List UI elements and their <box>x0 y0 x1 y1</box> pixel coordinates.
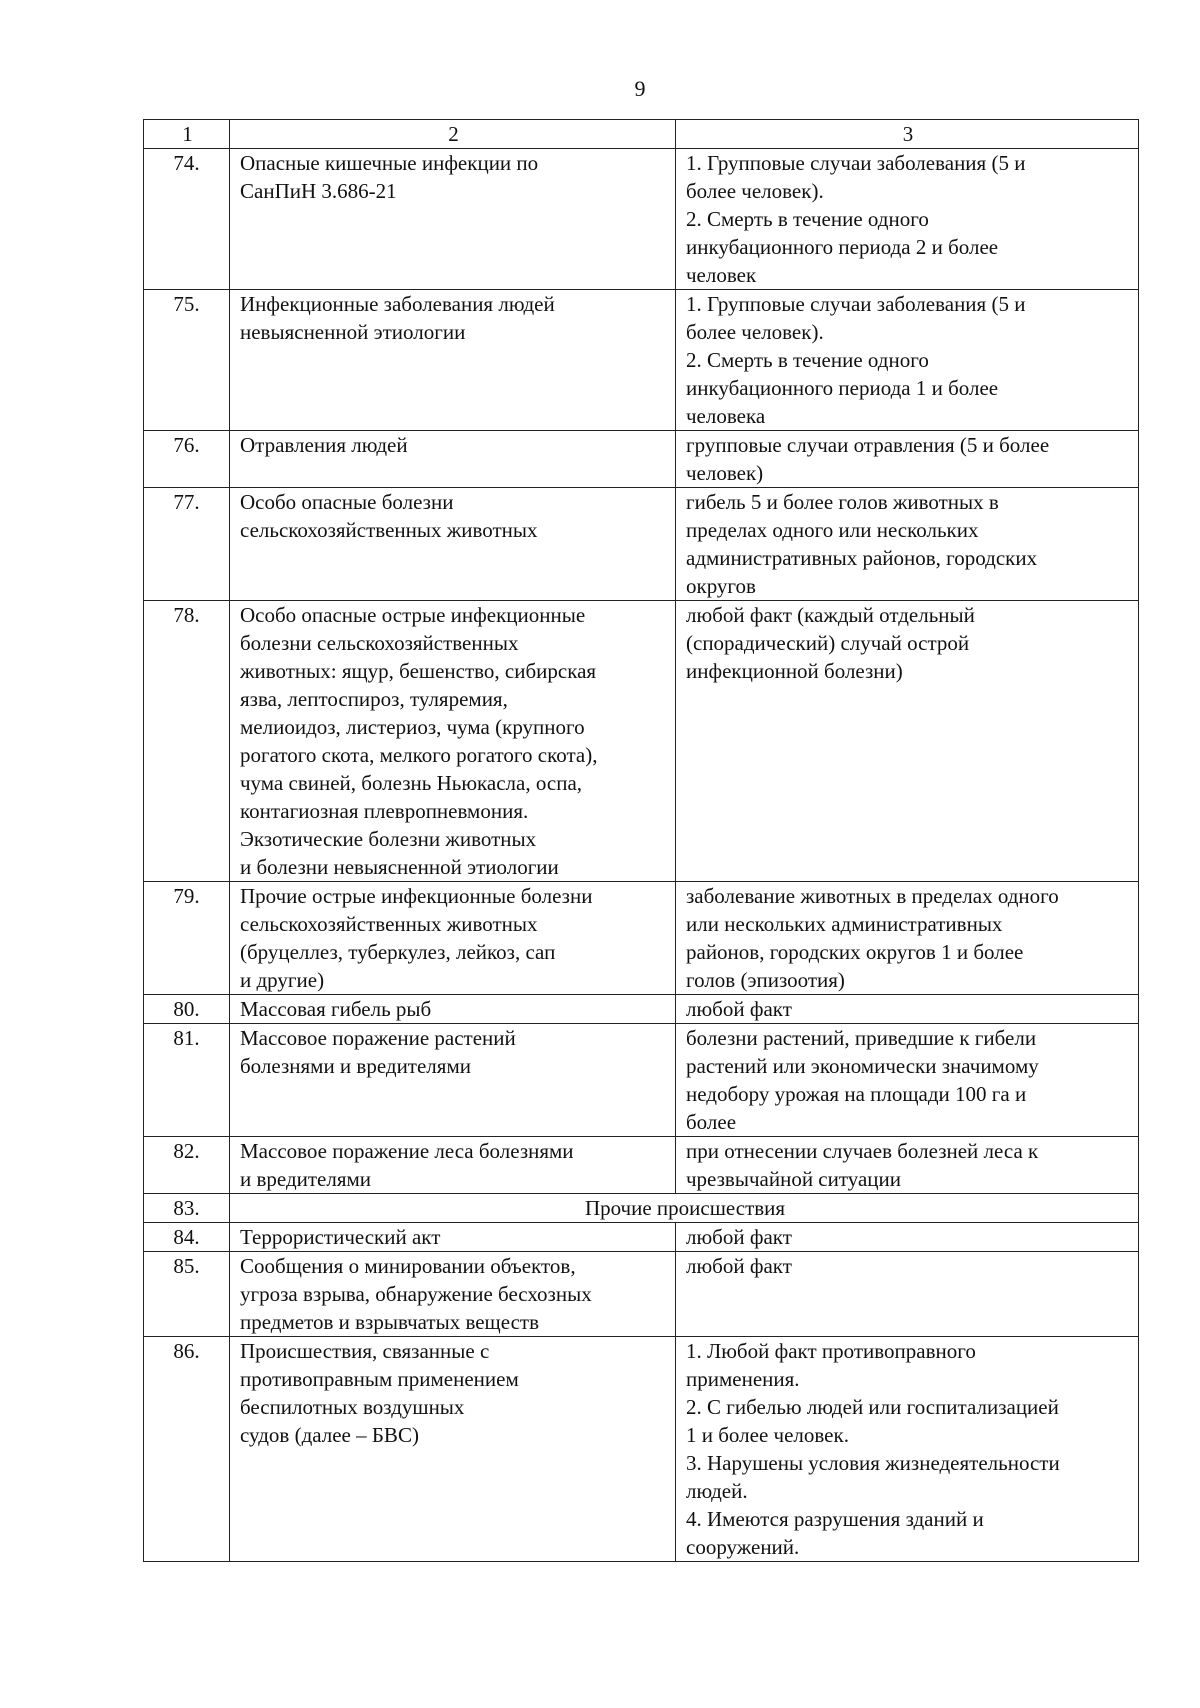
incident-criteria-line: любой факт <box>686 1254 792 1278</box>
incident-type-line: СанПиН 3.686-21 <box>240 179 397 203</box>
incident-type-line: (бруцеллез, туберкулез, лейкоз, сап <box>240 940 556 964</box>
incident-type-line: чума свиней, болезнь Ньюкасла, оспа, <box>240 771 583 795</box>
incident-criteria <box>676 1024 1139 1137</box>
row-number: 86. <box>144 1337 230 1562</box>
incident-criteria-line: голов (эпизоотия) <box>686 968 845 992</box>
row-number: 80. <box>144 995 230 1024</box>
incident-type-line: и другие) <box>240 968 325 992</box>
incident-type <box>230 149 676 290</box>
section-title: Прочие происшествия <box>230 1194 1139 1223</box>
table-row <box>144 149 1139 290</box>
incident-criteria-table <box>143 119 1139 1562</box>
incident-criteria-line: 1. Групповые случаи заболевания (5 и <box>686 292 1026 316</box>
incident-type <box>230 290 676 431</box>
table-row <box>144 290 1139 431</box>
incident-type-line: Массовое поражение леса болезнями <box>240 1139 574 1163</box>
incident-criteria-line: более <box>686 1110 737 1134</box>
incident-type-line: Особо опасные болезни <box>240 490 454 514</box>
table-row <box>144 488 1139 601</box>
incident-type-line: и вредителями <box>240 1167 372 1191</box>
incident-type-line: судов (далее – БВС) <box>240 1423 419 1447</box>
incident-type-line: животных: ящур, бешенство, сибирская <box>240 659 597 683</box>
row-number: 79. <box>144 882 230 995</box>
header-col-1: 1 <box>144 120 230 149</box>
row-number: 74. <box>144 149 230 290</box>
incident-type-line: сельскохозяйственных животных <box>240 912 538 936</box>
table-row <box>144 1024 1139 1137</box>
incident-criteria <box>676 995 1139 1024</box>
incident-criteria-line: районов, городских округов 1 и более <box>686 940 1024 964</box>
row-number: 76. <box>144 431 230 488</box>
table-row <box>144 601 1139 882</box>
incident-criteria <box>676 290 1139 431</box>
incident-criteria-line: инфекционной болезни) <box>686 659 903 683</box>
incident-criteria-line: растений или экономически значимому <box>686 1054 1039 1078</box>
incident-criteria-line: инкубационного периода 2 и более <box>686 235 999 259</box>
incident-criteria-line: любой факт <box>686 997 792 1021</box>
incident-criteria-line: пределах одного или нескольких <box>686 518 979 542</box>
incident-criteria-line: 2. Смерть в течение одного <box>686 207 929 231</box>
incident-criteria <box>676 1137 1139 1194</box>
incident-criteria-line: болезни растений, приведшие к гибели <box>686 1026 1037 1050</box>
incident-criteria-line: человек) <box>686 461 764 485</box>
incident-type <box>230 488 676 601</box>
incident-type-line: болезнями и вредителями <box>240 1054 471 1078</box>
row-number: 81. <box>144 1024 230 1137</box>
incident-type-line: угроза взрыва, обнаружение бесхозных <box>240 1282 592 1306</box>
incident-criteria-line: человек <box>686 263 757 287</box>
table-row <box>144 1337 1139 1562</box>
incident-criteria-line: заболевание животных в пределах одного <box>686 884 1059 908</box>
incident-type-line: Экзотические болезни животных <box>240 827 537 851</box>
incident-type-line: невыясненной этиологии <box>240 320 466 344</box>
row-number: 75. <box>144 290 230 431</box>
section-row <box>144 1194 1139 1223</box>
incident-criteria-line: более человек). <box>686 179 824 203</box>
table-row <box>144 882 1139 995</box>
incident-criteria <box>676 149 1139 290</box>
incident-criteria-line: любой факт (каждый отдельный <box>686 603 975 627</box>
table-row <box>144 1223 1139 1252</box>
page-number: 9 <box>634 76 646 101</box>
incident-criteria <box>676 1252 1139 1337</box>
incident-criteria-line: или нескольких административных <box>686 912 1003 936</box>
incident-criteria <box>676 488 1139 601</box>
incident-type-line: Прочие острые инфекционные болезни <box>240 884 593 908</box>
incident-type <box>230 1223 676 1252</box>
incident-type-line: противоправным применением <box>240 1367 519 1391</box>
incident-type <box>230 1252 676 1337</box>
incident-type-line: мелиоидоз, листериоз, чума (крупного <box>240 715 585 739</box>
table-header-row <box>144 120 1139 149</box>
row-number: 82. <box>144 1137 230 1194</box>
incident-type <box>230 882 676 995</box>
incident-criteria-line: более человек). <box>686 320 824 344</box>
incident-type-line: Сообщения о минировании объектов, <box>240 1254 576 1278</box>
incident-type <box>230 601 676 882</box>
incident-type-line: предметов и взрывчатых веществ <box>240 1310 539 1334</box>
incident-criteria-line: 4. Имеются разрушения зданий и <box>686 1507 984 1531</box>
incident-type <box>230 1337 676 1562</box>
incident-type-line: Происшествия, связанные с <box>240 1339 490 1363</box>
incident-type-line: Массовая гибель рыб <box>240 997 432 1021</box>
row-number: 77. <box>144 488 230 601</box>
incident-criteria-line: (спорадический) случай острой <box>686 631 970 655</box>
incident-type-line: рогатого скота, мелкого рогатого скота), <box>240 743 598 767</box>
row-number: 84. <box>144 1223 230 1252</box>
incident-criteria-line: чрезвычайной ситуации <box>686 1167 902 1191</box>
incident-type-line: сельскохозяйственных животных <box>240 518 538 542</box>
incident-criteria-line: гибель 5 и более голов животных в <box>686 490 999 514</box>
incident-type-line: беспилотных воздушных <box>240 1395 465 1419</box>
incident-type-line: контагиозная плевропневмония. <box>240 799 529 823</box>
incident-type-line: язва, лептоспироз, туляремия, <box>240 687 508 711</box>
incident-type <box>230 1024 676 1137</box>
incident-criteria <box>676 601 1139 882</box>
incident-type <box>230 995 676 1024</box>
incident-criteria-line: 1 и более человек. <box>686 1423 849 1447</box>
incident-type <box>230 1137 676 1194</box>
incident-criteria-line: применения. <box>686 1367 800 1391</box>
incident-criteria-line: округов <box>686 574 756 598</box>
incident-criteria <box>676 1337 1139 1562</box>
table-row <box>144 1252 1139 1337</box>
incident-type-line: Массовое поражение растений <box>240 1026 516 1050</box>
table-row <box>144 431 1139 488</box>
incident-criteria <box>676 882 1139 995</box>
incident-criteria-line: групповые случаи отравления (5 и более <box>686 433 1050 457</box>
incident-criteria-line: 1. Групповые случаи заболевания (5 и <box>686 151 1026 175</box>
incident-criteria-line: 1. Любой факт противоправного <box>686 1339 976 1363</box>
incident-criteria-line: человека <box>686 404 766 428</box>
incident-criteria-line: инкубационного периода 1 и более <box>686 376 999 400</box>
incident-type <box>230 431 676 488</box>
incident-criteria-line: недобору урожая на площади 100 га и <box>686 1082 1027 1106</box>
incident-criteria <box>676 431 1139 488</box>
incident-type-line: Отравления людей <box>240 433 408 457</box>
incident-criteria-line: административных районов, городских <box>686 546 1038 570</box>
incident-type-line: Опасные кишечные инфекции по <box>240 151 539 175</box>
header-col-2: 2 <box>230 120 676 149</box>
incident-criteria-line: любой факт <box>686 1225 792 1249</box>
incident-type-line: Инфекционные заболевания людей <box>240 292 555 316</box>
incident-type-line: и болезни невыясненной этиологии <box>240 855 559 879</box>
incident-criteria-line: 2. С гибелью людей или госпитализацией <box>686 1395 1059 1419</box>
header-col-3: 3 <box>676 120 1139 149</box>
table-row <box>144 1137 1139 1194</box>
table-row <box>144 995 1139 1024</box>
incident-criteria-line: при отнесении случаев болезней леса к <box>686 1139 1039 1163</box>
incident-type-line: Особо опасные острые инфекционные <box>240 603 586 627</box>
incident-criteria-line: 2. Смерть в течение одного <box>686 348 929 372</box>
row-number: 85. <box>144 1252 230 1337</box>
incident-type-line: болезни сельскохозяйственных <box>240 631 519 655</box>
row-number: 78. <box>144 601 230 882</box>
row-number: 83. <box>144 1194 230 1223</box>
incident-criteria-line: сооружений. <box>686 1535 800 1559</box>
incident-type-line: Террористический акт <box>240 1225 441 1249</box>
incident-criteria <box>676 1223 1139 1252</box>
incident-criteria-line: 3. Нарушены условия жизнедеятельности <box>686 1451 1060 1475</box>
incident-criteria-line: людей. <box>686 1479 748 1503</box>
